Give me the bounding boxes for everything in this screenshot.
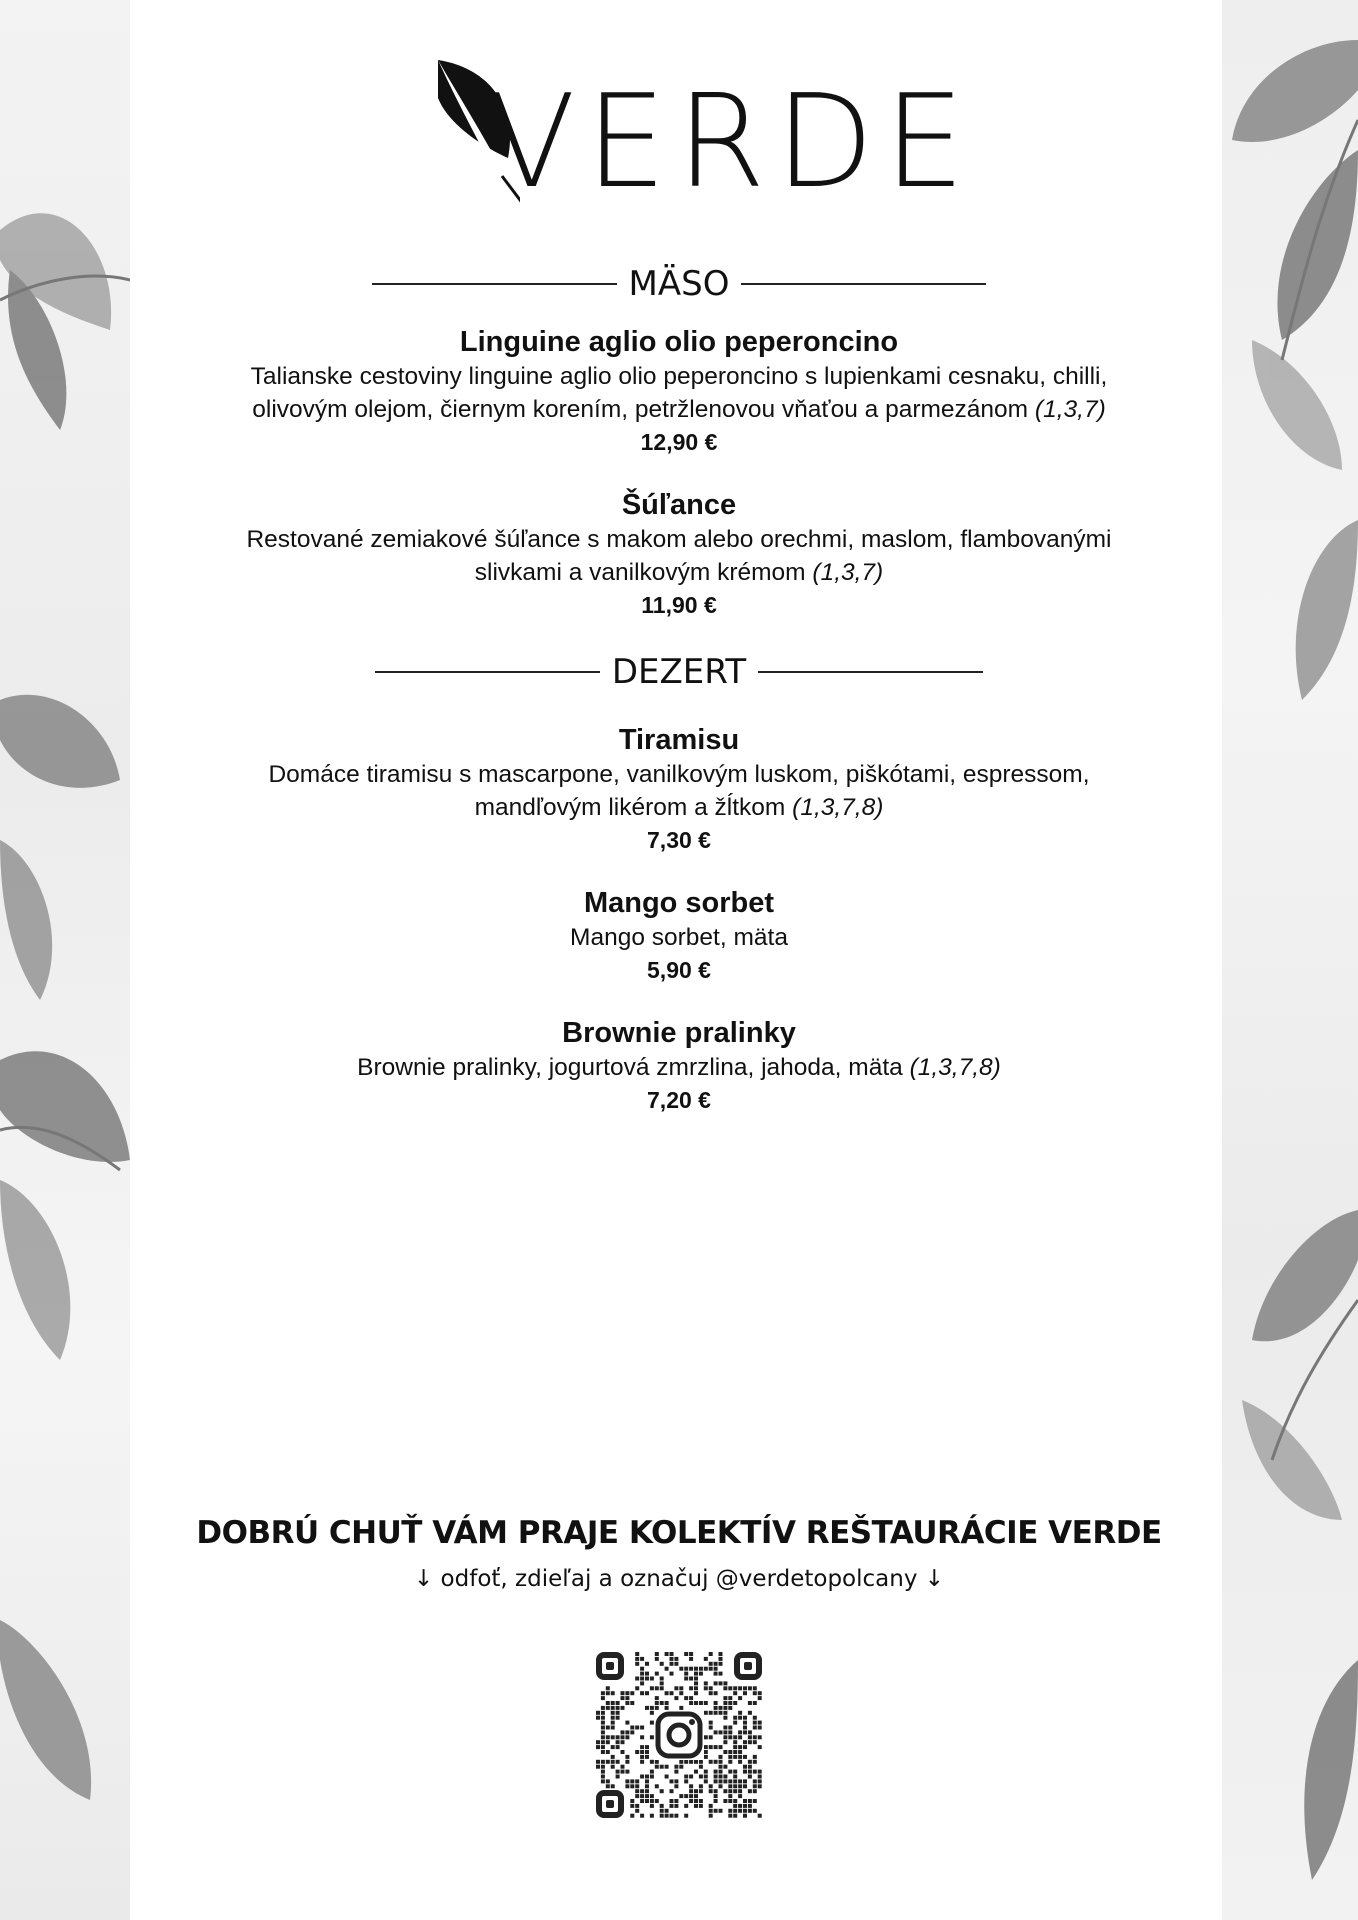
item-description xyxy=(200,523,1158,589)
brand-name: VERDE xyxy=(488,68,975,217)
item-price: 12,90 € xyxy=(640,429,718,455)
item-name: Mango sorbet xyxy=(583,887,775,919)
social-text: odfoť, zdieľaj a označuj @verdetopolcany xyxy=(440,1566,918,1592)
leaves-decoration-icon xyxy=(1222,0,1358,1920)
arrow-down-icon: ↓ xyxy=(924,1566,945,1592)
heading-rule-left xyxy=(375,671,600,673)
item-description-text: Talianske cestoviny linguine aglio olio peperoncino s lupienkami cesnaku, chilli, olivovým olejom, čiernym korením, petržlenovou vňaťou a parmezánom xyxy=(250,363,1108,423)
item-description xyxy=(200,1051,1158,1084)
instagram-qr-code-icon xyxy=(594,1650,764,1820)
brand-logo xyxy=(430,58,975,218)
heading-rule-left xyxy=(372,283,617,285)
menu-item xyxy=(200,1015,1158,1117)
arrow-down-icon: ↓ xyxy=(413,1566,434,1592)
item-name: Linguine aglio olio peperoncino xyxy=(459,326,899,358)
item-allergens: (1,3,7,8) xyxy=(792,794,884,821)
item-description xyxy=(200,360,1158,426)
instagram-qr-code[interactable] xyxy=(594,1650,764,1820)
footer-social-line xyxy=(180,1566,1178,1592)
section-heading-maso xyxy=(300,262,1058,304)
menu-item xyxy=(200,885,1158,987)
footer-title: DOBRÚ CHUŤ VÁM PRAJE KOLEKTÍV REŠTAURÁCIE VERDE xyxy=(196,1515,1162,1551)
item-description-text: Mango sorbet, mäta xyxy=(570,924,788,951)
menu-item xyxy=(200,487,1158,622)
item-price: 11,90 € xyxy=(641,592,717,618)
item-description-text: Brownie pralinky, jogurtová zmrzlina, jahoda, mäta xyxy=(357,1054,903,1081)
item-price: 5,90 € xyxy=(647,957,711,983)
item-allergens: (1,3,7) xyxy=(812,559,884,586)
menu-item xyxy=(200,722,1158,857)
item-allergens: (1,3,7) xyxy=(1034,396,1106,423)
section-title: DEZERT xyxy=(611,651,747,692)
item-allergens: (1,3,7,8) xyxy=(909,1054,1001,1081)
section-title: MÄSO xyxy=(628,263,730,304)
heading-rule-right xyxy=(741,283,986,285)
item-name: Brownie pralinky xyxy=(562,1017,796,1049)
menu-item xyxy=(200,324,1158,459)
item-name: Šúľance xyxy=(621,489,737,521)
item-price: 7,30 € xyxy=(647,827,711,853)
item-description-text: Domáce tiramisu s mascarpone, vanilkovým luskom, piškótami, espressom, mandľovým likérom a žĺtkom xyxy=(268,761,1090,821)
heading-rule-right xyxy=(758,671,983,673)
left-leaf-border xyxy=(0,0,130,1920)
item-price: 7,20 € xyxy=(647,1087,711,1113)
item-description xyxy=(200,921,1158,954)
right-leaf-border xyxy=(1222,0,1358,1920)
leaves-decoration-icon xyxy=(0,0,130,1920)
item-description xyxy=(200,758,1158,824)
item-description-text: Restované zemiakové šúľance s makom alebo orechmi, maslom, flambovanými slivkami a vanilkovým krémom xyxy=(246,526,1112,586)
item-name: Tiramisu xyxy=(618,724,740,756)
section-heading-dezert xyxy=(300,650,1058,692)
